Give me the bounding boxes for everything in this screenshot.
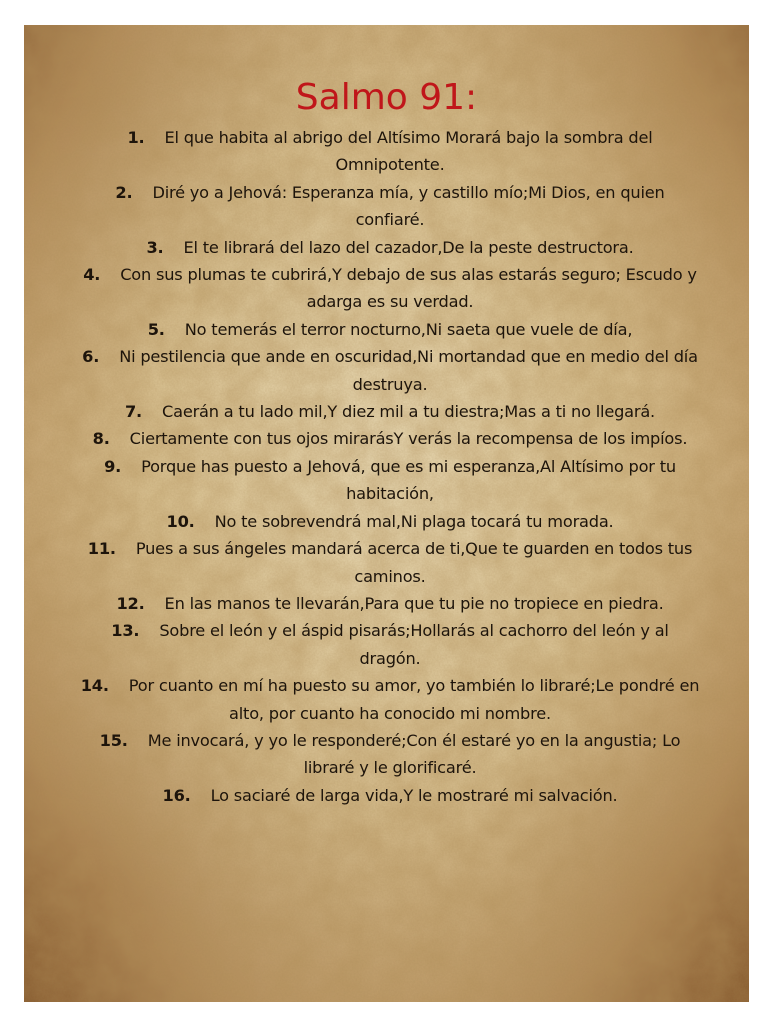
document-content (24, 25, 749, 1002)
page-title: Salmo 91: (295, 77, 478, 118)
verse-item (80, 179, 700, 234)
verse-item (80, 535, 700, 590)
verse-text: Lo saciaré de larga vida,Y le mostraré mi salvación. (210, 785, 618, 805)
verse-number: 1. (127, 128, 145, 147)
verse-item (80, 316, 700, 343)
verse-text: Pues a sus ángeles mandará acerca de ti,Que te guarden en todos tus caminos. (135, 539, 693, 586)
verse-text: Ciertamente con tus ojos mirarásY verás la recompensa de los impíos. (129, 429, 688, 449)
verse-text: Con sus plumas te cubrirá,Y debajo de sus alas estarás seguro; Escudo y adarga es su verdad. (120, 265, 697, 312)
verse-number: 4. (83, 265, 101, 285)
verse-number: 6. (82, 347, 100, 367)
verse-item (80, 398, 700, 425)
verse-text: No temerás el terror nocturno,Ni saeta que vuele de día, (184, 319, 633, 339)
verse-number: 14. (80, 676, 109, 696)
verse-item (80, 234, 700, 261)
verse-number: 10. (166, 511, 195, 531)
verse-item (80, 672, 700, 727)
verse-item (80, 782, 700, 809)
parchment-background (24, 25, 749, 1002)
verse-item (80, 617, 700, 672)
verse-item (80, 343, 700, 398)
verse-item (80, 453, 700, 508)
verse-number: 7. (124, 402, 142, 422)
verse-number: 15. (99, 730, 128, 750)
verse-text: Por cuanto en mí ha puesto su amor, yo también lo libraré;Le pondré en alto, por cuanto ha conocido mi nombre. (128, 676, 700, 723)
verse-text: Me invocará, y yo le responderé;Con él estaré yo en la angustia; Lo libraré y le glorificaré. (147, 730, 681, 778)
verse-item (80, 727, 700, 782)
verse-number: 9. (104, 456, 122, 476)
verse-item (80, 590, 700, 617)
verse-number: 13. (111, 621, 140, 641)
verse-text: Diré yo a Jehová: Esperanza mía, y castillo mío;Mi Dios, en quien confiaré. (152, 182, 665, 230)
verse-item (80, 425, 700, 452)
verse-number: 16. (162, 785, 191, 805)
verse-number: 2. (115, 182, 133, 202)
verse-item (80, 261, 700, 316)
verse-text: Porque has puesto a Jehová, que es mi esperanza,Al Altísimo por tu habitación, (141, 456, 676, 504)
verse-text: El te librará del lazo del cazador,De la peste destructora. (183, 237, 634, 257)
verse-item (80, 508, 700, 535)
verse-text: Sobre el león y el áspid pisarás;Hollarás al cachorro del león y al dragón. (159, 621, 669, 668)
verse-number: 3. (146, 237, 164, 257)
verse-text: Ni pestilencia que ande en oscuridad,Ni mortandad que en medio del día destruya. (119, 347, 698, 394)
verse-text: No te sobrevendrá mal,Ni plaga tocará tu morada. (214, 511, 614, 531)
verse-number: 11. (87, 539, 116, 559)
verse-item (80, 124, 700, 179)
verse-list (80, 124, 700, 809)
verse-text: Caerán a tu lado mil,Y diez mil a tu diestra;Mas a ti no llegará. (162, 402, 656, 422)
verse-number: 5. (147, 319, 165, 339)
verse-number: 12. (116, 593, 145, 613)
verse-text: El que habita al abrigo del Altísimo Morará bajo la sombra del Omnipotente. (164, 128, 653, 175)
verse-text: En las manos te llevarán,Para que tu pie no tropiece en piedra. (164, 593, 664, 613)
verse-number: 8. (92, 429, 110, 449)
